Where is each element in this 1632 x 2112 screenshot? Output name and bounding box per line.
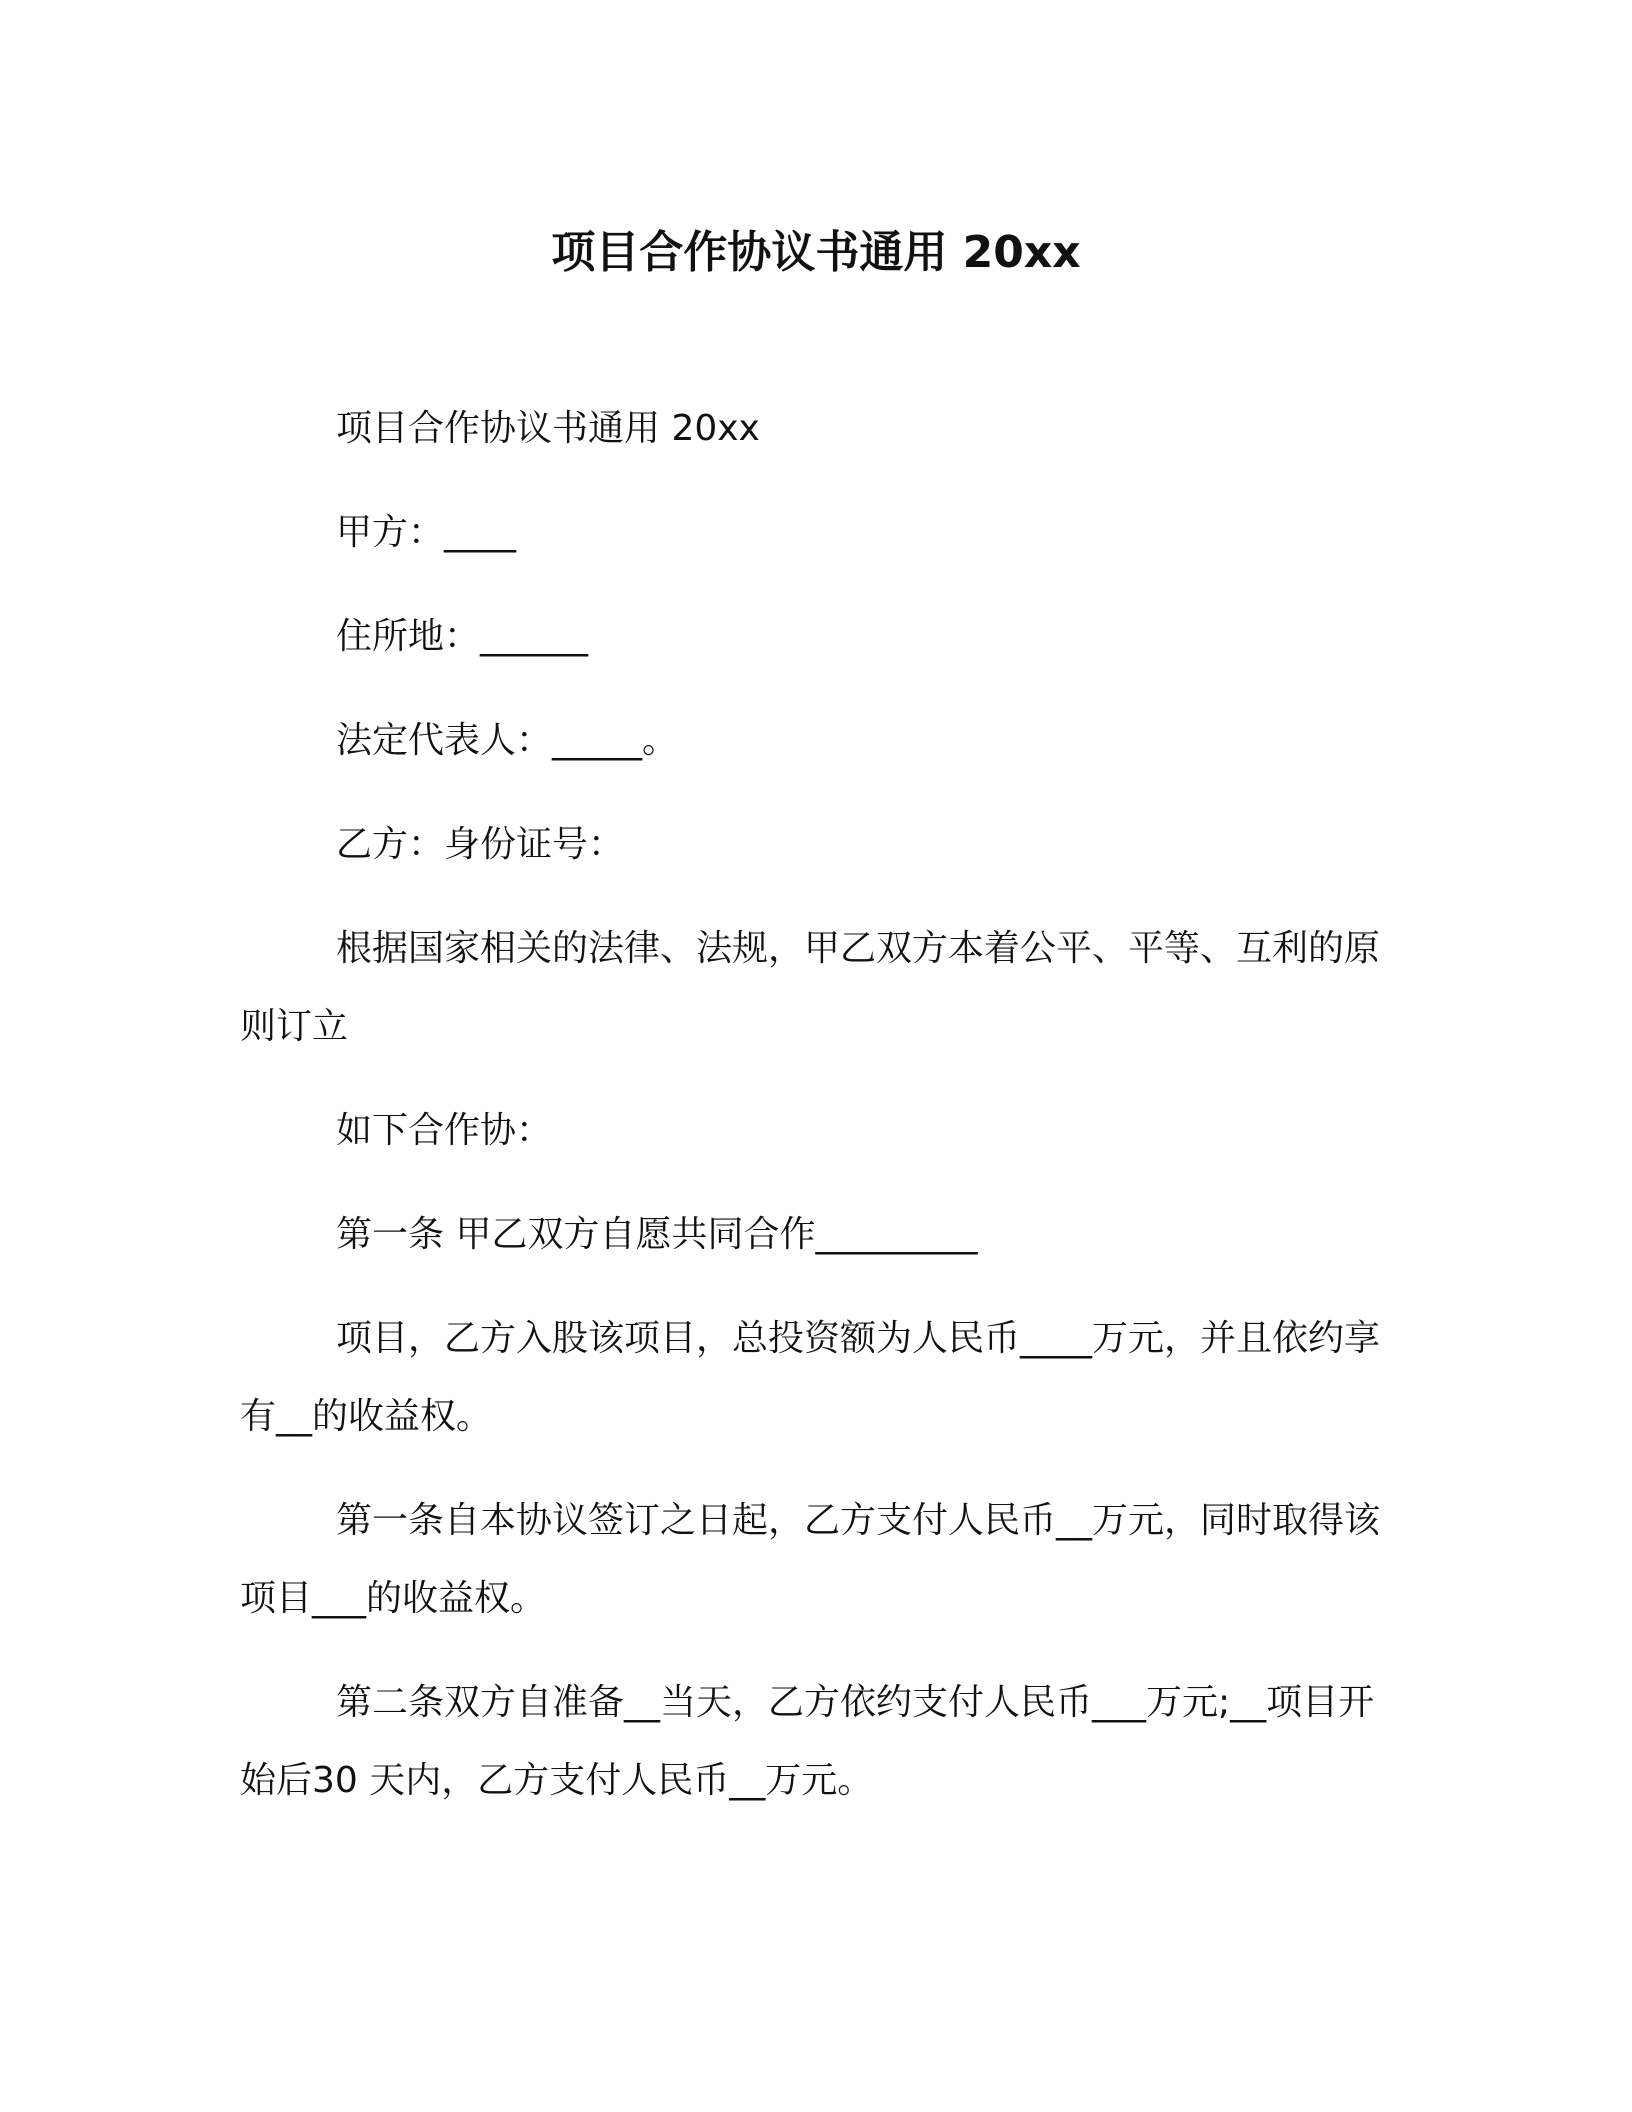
party-a-field: 甲方：____ xyxy=(336,512,517,553)
legal-representative-field: 法定代表人：_____。 xyxy=(336,720,679,761)
article-1-heading: 第一条 甲乙双方自愿共同合作_________ xyxy=(336,1214,978,1255)
document-body xyxy=(240,390,1392,1846)
address-field: 住所地：______ xyxy=(336,616,589,657)
preamble-paragraph: 根据国家相关的法律、法规，甲乙双方本着公平、平等、互利的原则订立 xyxy=(240,928,1381,1047)
article-1-body: 项目，乙方入股该项目，总投资额为人民币____万元，并且依约享有__的收益权。 xyxy=(240,1318,1381,1437)
article-2-body: 第二条双方自准备__当天，乙方依约支付人民币___万元;__项目开始后30 天内，乙方支付人民币__万元。 xyxy=(240,1682,1375,1801)
party-b-field: 乙方：身份证号： xyxy=(336,824,625,865)
document-title: 项目合作协议书通用 20xx xyxy=(551,227,1081,278)
article-1b-body: 第一条自本协议签订之日起，乙方支付人民币__万元，同时取得该项目___的收益权。 xyxy=(240,1500,1381,1619)
agreement-intro: 如下合作协： xyxy=(336,1110,553,1151)
subtitle-paragraph: 项目合作协议书通用 20xx xyxy=(336,408,760,449)
